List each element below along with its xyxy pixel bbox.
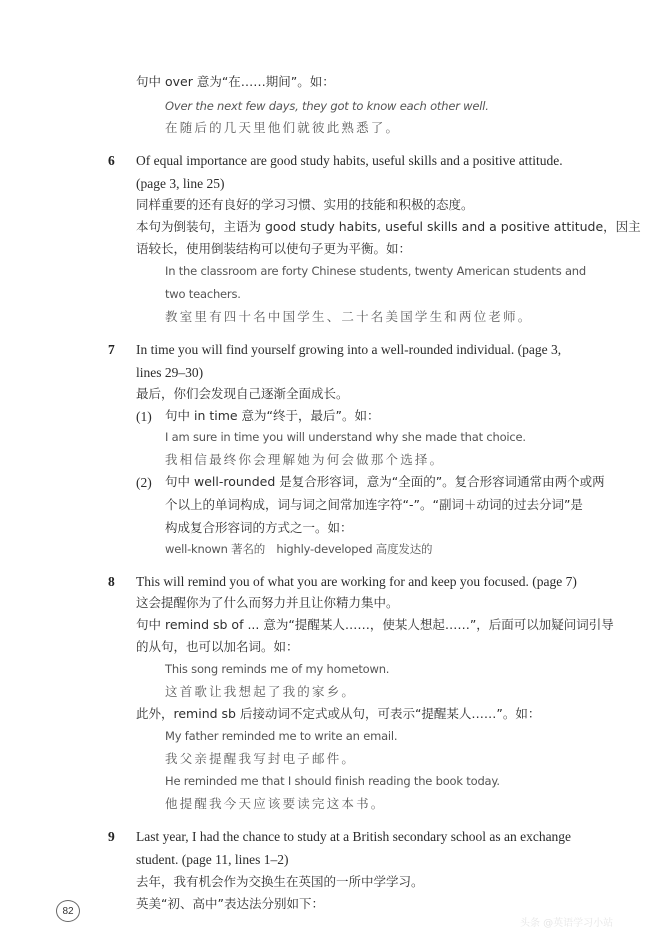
intro-example-en: Over the next few days, they got to know each other well. [165,99,489,113]
item-number-6: 6 [108,153,115,168]
item-7-subpoint-2-text-line-1: 句中 well-rounded 是复合形容词，意为“全面的”。复合形容词通常由两个或两 [165,474,605,489]
item-8-sentence: This will remind you of what you are working for and keep you focused. (page 7) [136,574,577,589]
item-7-subpoint-1-example-cn: 我相信最终你会理解她为何会做那个选择。 [165,452,445,467]
item-6-example-en-line-2: two teachers. [165,287,241,301]
item-6-translation: 同样重要的还有良好的学习习惯、实用的技能和积极的态度。 [136,197,474,212]
intro-example-cn: 在随后的几天里他们就彼此熟悉了。 [165,120,401,135]
item-8-explanation-2: 此外，remind sb 后接动词不定式或从句，可表示“提醒某人……”。如： [136,706,541,721]
item-8-translation: 这会提醒你为了什么而努力并且让你精力集中。 [136,595,399,610]
item-6-sentence-line-2: (page 3, line 25) [136,176,225,191]
item-8-explanation-line-1: 句中 remind sb of ... 意为“提醒某人……，使某人想起……”，后面可以加疑问词引导 [136,617,614,632]
item-8-explanation-line-2: 的从句，也可以加名词。如： [136,639,299,654]
item-7-subpoint-2-text-line-2: 个以上的单词构成，词与词之间常加连字符“-”。“副词＋动词的过去分词”是 [165,497,583,512]
item-7-sentence-line-1: In time you will find yourself growing into a well-rounded individual. (page 3, [136,342,562,357]
intro-note: 句中 over 意为“在……期间”。如： [136,74,335,89]
item-8-example-3-en: He reminded me that I should finish reading the book today. [165,774,500,788]
item-9-translation: 去年，我有机会作为交换生在英国的一所中学学习。 [136,874,424,889]
item-6-explanation-line-2: 语较长，使用倒装结构可以使句子更为平衡。如： [136,241,412,256]
item-7-subpoint-1-example-en: I am sure in time you will understand why she made that choice. [165,430,526,444]
item-number-7: 7 [108,342,115,357]
item-7-subpoint-2-example: well-known 著名的 highly-developed 高度发达的 [165,542,433,556]
page-number-badge: 82 [56,900,80,922]
item-9-sentence-line-1: Last year, I had the chance to study at a British secondary school as an exchange [136,829,572,844]
item-7-subpoint-1-label: (1) [136,409,152,424]
item-7-sentence-line-2: lines 29–30) [136,365,204,380]
item-8-example-1-cn: 这首歌让我想起了我的家乡。 [165,684,357,699]
item-6-sentence-line-1: Of equal importance are good study habits, useful skills and a positive attitude. [136,153,563,168]
item-6-example-cn: 教室里有四十名中国学生、二十名美国学生和两位老师。 [165,309,533,324]
watermark: 头条 @英语学习小站 [520,918,614,929]
item-8-example-3-cn: 他提醒我今天应该要读完这本书。 [165,796,386,811]
item-9-sentence-line-2: student. (page 11, lines 1–2) [136,852,289,867]
item-7-subpoint-1-text: 句中 in time 意为“终于，最后”。如： [165,408,380,423]
item-6-explanation-line-1: 本句为倒装句，主语为 good study habits, useful skills and a positive attitude，因主 [136,219,641,234]
item-number-9: 9 [108,829,115,844]
item-7-subpoint-2-label: (2) [136,475,152,490]
item-8-example-2-en: My father reminded me to write an email. [165,729,398,743]
item-9-explanation: 英美“初、高中”表达法分别如下： [136,896,324,911]
item-8-example-2-cn: 我父亲提醒我写封电子邮件。 [165,751,357,766]
item-number-8: 8 [108,574,115,589]
item-7-subpoint-2-text-line-3: 构成复合形容词的方式之一。如： [165,520,353,535]
item-8-example-1-en: This song reminds me of my hometown. [165,662,390,676]
item-6-example-en-line-1: In the classroom are forty Chinese students, twenty American students and [165,264,586,278]
item-7-translation: 最后，你们会发现自己逐渐全面成长。 [136,386,349,401]
